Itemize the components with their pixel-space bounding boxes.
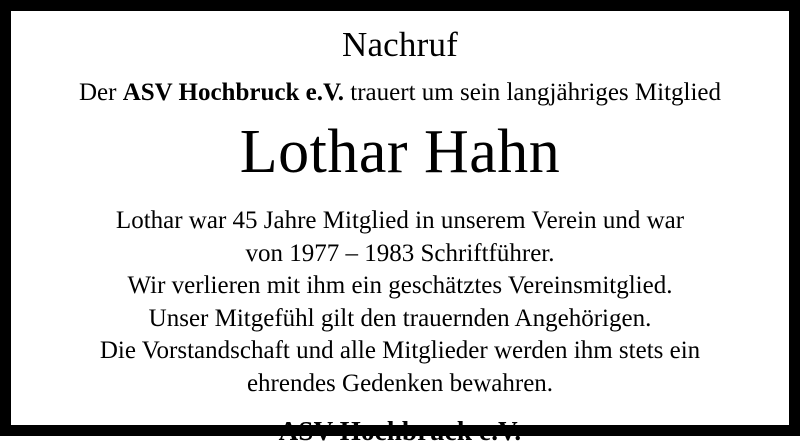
subtitle-line bbox=[79, 79, 721, 107]
subtitle-suffix: trauert um sein langjähriges Mitglied bbox=[344, 78, 722, 106]
memorial-text-line: Wir verlieren mit ihm ein geschätztes Vereinsmitglied. bbox=[127, 272, 673, 300]
memorial-text-line: ehrendes Gedenken bewahren. bbox=[246, 369, 554, 397]
memorial-text-line: Lothar war 45 Jahre Mitglied in unserem Verein und war bbox=[115, 207, 685, 235]
memorial-text-line: Die Vorstandschaft und alle Mitglieder werden ihm stets ein bbox=[99, 337, 701, 365]
signature: ASV Hochbruck e.V. bbox=[278, 416, 522, 447]
organization-name: ASV Hochbruck e.V. bbox=[122, 78, 345, 106]
memorial-text bbox=[100, 205, 700, 400]
deceased-name: Lothar Hahn bbox=[239, 118, 561, 187]
page-title: Nachruf bbox=[341, 25, 459, 64]
subtitle-prefix: Der bbox=[78, 78, 123, 106]
notice-content bbox=[11, 11, 789, 447]
memorial-text-line: von 1977 – 1983 Schriftführer. bbox=[245, 239, 555, 267]
memorial-text-line: Unser Mitgefühl gilt den trauernden Angehörigen. bbox=[148, 304, 652, 332]
